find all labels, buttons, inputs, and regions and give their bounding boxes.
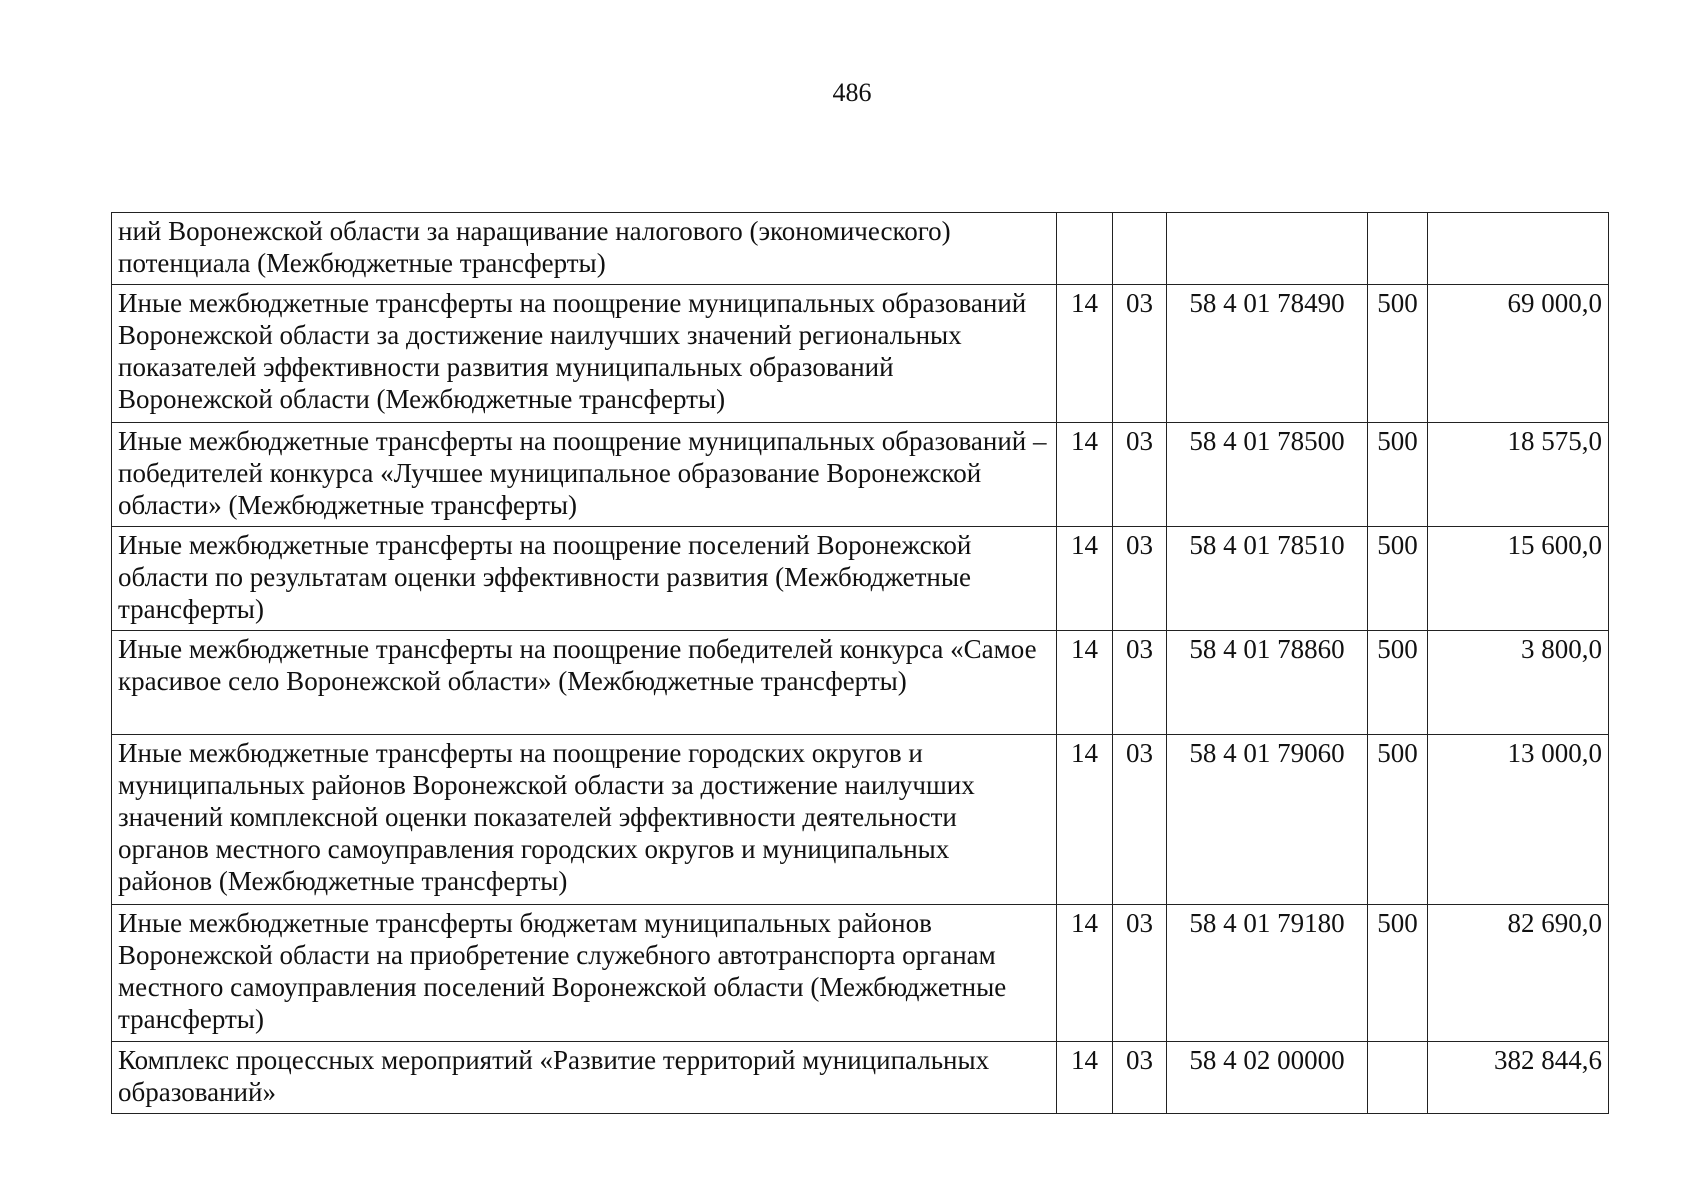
amount: 69 000,0: [1428, 285, 1609, 423]
table-row: [112, 213, 1609, 285]
table-row: [112, 423, 1609, 527]
target-article-code: 58 4 01 78500: [1167, 423, 1368, 527]
expense-type-code: 500: [1368, 423, 1428, 527]
section-code: 14: [1057, 285, 1113, 423]
subsection-code: 03: [1113, 285, 1167, 423]
expense-type-code: 500: [1368, 631, 1428, 735]
target-article-code: 58 4 02 00000: [1167, 1042, 1368, 1114]
amount: 13 000,0: [1428, 735, 1609, 905]
section-code: 14: [1057, 735, 1113, 905]
subsection-code: 03: [1113, 423, 1167, 527]
subsection-code: [1113, 213, 1167, 285]
section-code: [1057, 213, 1113, 285]
expense-type-code: [1368, 213, 1428, 285]
amount: 15 600,0: [1428, 527, 1609, 631]
row-description: ний Воронежской области за наращивание налогового (экономического) потенциала (Межбюджетные трансферты): [112, 213, 1057, 285]
section-code: 14: [1057, 1042, 1113, 1114]
row-description: Иные межбюджетные трансферты на поощрение муниципальных образований Воронежской области за достижение наилучших значений региональных показателей эффективности развития муниципальных образований Воронежской области (Межбюджетные трансферты): [112, 285, 1057, 423]
subsection-code: 03: [1113, 1042, 1167, 1114]
amount: 82 690,0: [1428, 905, 1609, 1042]
expense-type-code: 500: [1368, 735, 1428, 905]
row-description: Иные межбюджетные трансферты на поощрение поселений Воронежской области по результатам оценки эффективности развития (Межбюджетные трансферты): [112, 527, 1057, 631]
subsection-code: 03: [1113, 631, 1167, 735]
target-article-code: 58 4 01 78510: [1167, 527, 1368, 631]
row-description: Иные межбюджетные трансферты на поощрение муниципальных образований – победителей конкурса «Лучшее муниципальное образование Воронежской области» (Межбюджетные трансферты): [112, 423, 1057, 527]
target-article-code: 58 4 01 78490: [1167, 285, 1368, 423]
table-row: [112, 285, 1609, 423]
expense-type-code: 500: [1368, 905, 1428, 1042]
expense-type-code: [1368, 1042, 1428, 1114]
target-article-code: [1167, 213, 1368, 285]
table-row: [112, 1042, 1609, 1114]
amount: [1428, 213, 1609, 285]
row-description: Иные межбюджетные трансферты на поощрение городских округов и муниципальных районов Воронежской области за достижение наилучших значений комплексной оценки показателей эффективности деятельности органов местного самоуправления городских округов и муниципальных районов (Межбюджетные трансферты): [112, 735, 1057, 905]
subsection-code: 03: [1113, 527, 1167, 631]
target-article-code: 58 4 01 79060: [1167, 735, 1368, 905]
expense-type-code: 500: [1368, 527, 1428, 631]
expense-type-code: 500: [1368, 285, 1428, 423]
section-code: 14: [1057, 631, 1113, 735]
amount: 3 800,0: [1428, 631, 1609, 735]
subsection-code: 03: [1113, 735, 1167, 905]
page-number: 486: [832, 78, 872, 107]
amount: 382 844,6: [1428, 1042, 1609, 1114]
section-code: 14: [1057, 527, 1113, 631]
table-row: [112, 631, 1609, 735]
budget-table: [111, 212, 1609, 1114]
subsection-code: 03: [1113, 905, 1167, 1042]
row-description: Иные межбюджетные трансферты на поощрение победителей конкурса «Самое красивое село Воронежской области» (Межбюджетные трансферты): [112, 631, 1057, 735]
row-description: Иные межбюджетные трансферты бюджетам муниципальных районов Воронежской области на приобретение служебного автотранспорта органам местного самоуправления поселений Воронежской области (Межбюджетные трансферты): [112, 905, 1057, 1042]
table-row: [112, 735, 1609, 905]
table-row: [112, 905, 1609, 1042]
section-code: 14: [1057, 423, 1113, 527]
row-description: Комплекс процессных мероприятий «Развитие территорий муниципальных образований»: [112, 1042, 1057, 1114]
section-code: 14: [1057, 905, 1113, 1042]
amount: 18 575,0: [1428, 423, 1609, 527]
target-article-code: 58 4 01 78860: [1167, 631, 1368, 735]
table-row: [112, 527, 1609, 631]
target-article-code: 58 4 01 79180: [1167, 905, 1368, 1042]
